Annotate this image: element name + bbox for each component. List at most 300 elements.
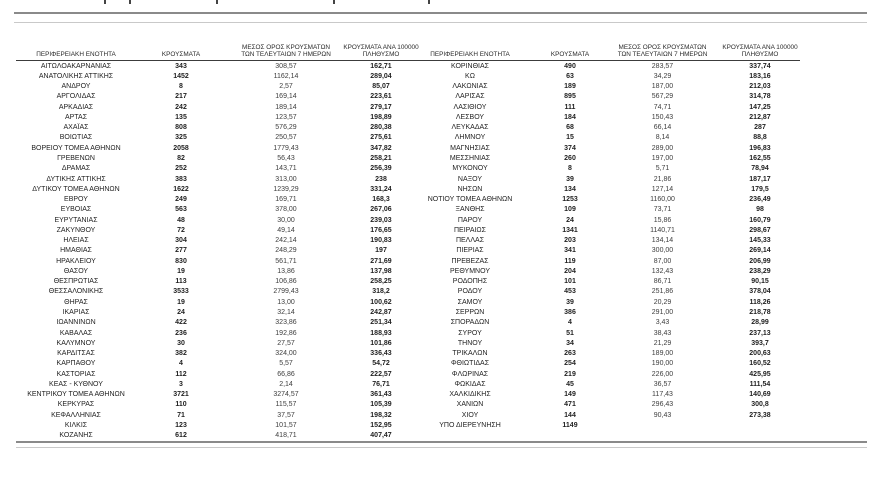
cases-value: 341 — [564, 247, 576, 255]
header-avg7-line1: ΜΕΣΟΣ ΟΡΟΣ ΚΡΟΥΣΜΑΤΩΝ — [618, 43, 707, 51]
region-name: ΧΙΟΥ — [461, 411, 479, 419]
avg7-value: 86,71 — [653, 278, 672, 286]
avg7-value: 3274,57 — [273, 391, 299, 399]
cases-value: 63 — [566, 72, 574, 80]
per100k-value: 222,57 — [370, 370, 392, 378]
avg7-value: 66,86 — [277, 370, 295, 378]
region-name: ΙΩΑΝΝΙΝΩΝ — [56, 319, 96, 327]
cases-value: 39 — [566, 298, 574, 306]
cases-value: 45 — [566, 380, 574, 388]
per100k-value: 318,2 — [372, 288, 390, 296]
table-body — [405, 61, 800, 431]
region-name: ΛΗΜΝΟΥ — [454, 134, 486, 142]
region-name: ΠΕΙΡΑΙΩΣ — [454, 226, 486, 234]
cases-value: 19 — [177, 267, 185, 275]
per100k-value: 280,38 — [370, 124, 392, 132]
cases-value: 71 — [177, 411, 185, 419]
avg7-value: 1239,29 — [273, 185, 299, 193]
avg7-value: 49,14 — [277, 226, 295, 234]
cases-value: 48 — [177, 216, 185, 224]
cases-value: 895 — [564, 93, 576, 101]
per100k-value: 28,99 — [751, 319, 769, 327]
avg7-value: 1140,71 — [650, 226, 675, 234]
cases-value: 236 — [175, 329, 187, 337]
per100k-value: 198,32 — [370, 411, 392, 419]
region-name: ΔΥΤΙΚΗΣ ΑΤΤΙΚΗΣ — [46, 175, 106, 183]
cases-value: 254 — [564, 360, 576, 368]
avg7-value: 21,29 — [653, 339, 672, 347]
avg7-value: 101,57 — [275, 421, 297, 429]
per100k-value: 407,47 — [370, 432, 392, 440]
header-cases-label: ΚΡΟΥΣΜΑΤΑ — [550, 51, 590, 59]
cases-value: 263 — [564, 350, 576, 358]
header-region-label: ΠΕΡΙΦΕΡΕΙΑΚΗ ΕΝΟΤΗΤΑ — [36, 51, 116, 59]
cases-value: 490 — [564, 62, 576, 70]
regional-cases-table-left — [16, 38, 419, 441]
region-name: ΛΕΥΚΑΔΑΣ — [451, 124, 489, 132]
region-name: ΕΒΡΟΥ — [64, 196, 88, 204]
cases-value: 68 — [566, 124, 574, 132]
cases-value: 34 — [566, 339, 574, 347]
avg7-value: 289,00 — [651, 144, 674, 152]
per100k-value: 100,62 — [370, 298, 392, 306]
avg7-value: 27,57 — [277, 339, 295, 347]
region-name: ΠΡΕΒΕΖΑΣ — [451, 257, 489, 265]
per100k-value: 237,13 — [749, 329, 771, 337]
cases-value: 3721 — [173, 391, 189, 399]
region-name: ΑΡΓΟΛΙΔΑΣ — [56, 93, 96, 101]
header-region — [405, 51, 535, 60]
per100k-value: 236,49 — [749, 196, 771, 204]
region-name: ΚΑΡΠΑΘΟΥ — [56, 360, 96, 368]
region-name: ΣΑΜΟΥ — [457, 298, 483, 306]
header-per100k-line2: ΠΛΗΘΥΣΜΟ — [741, 51, 779, 59]
region-name: ΚΙΛΚΙΣ — [64, 421, 88, 429]
avg7-value: 242,14 — [275, 237, 297, 245]
cases-value: 109 — [564, 206, 576, 214]
per100k-value: 196,83 — [749, 144, 771, 152]
region-name: ΘΗΡΑΣ — [64, 298, 88, 306]
header-per100k-line1: ΚΡΟΥΣΜΑΤΑ ΑΝΑ 100000 — [722, 43, 798, 51]
avg7-value: 13,86 — [277, 267, 295, 275]
region-name: ΚΕΑΣ - ΚΥΘΝΟΥ — [49, 380, 103, 388]
per100k-value: 238,29 — [749, 267, 771, 275]
region-name: ΥΠΟ ΔΙΕΡΕΥΝΗΣΗ — [439, 421, 501, 429]
region-name: ΚΑΡΔΙΤΣΑΣ — [57, 350, 95, 358]
region-name: ΤΡΙΚΑΛΩΝ — [452, 350, 488, 358]
avg7-value: 90,43 — [653, 411, 672, 419]
region-name: ΑΡΚΑΔΙΑΣ — [58, 103, 94, 111]
avg7-value: 5,71 — [655, 165, 670, 173]
cases-value: 260 — [564, 155, 576, 163]
cases-value: 1149 — [562, 421, 578, 429]
region-name: ΞΑΝΘΗΣ — [455, 206, 485, 214]
region-name: ΚΑΣΤΟΡΙΑΣ — [56, 370, 96, 378]
clipped-text-fragment — [333, 0, 335, 4]
avg7-value: 3,43 — [655, 319, 670, 327]
per100k-value: 168,3 — [372, 196, 390, 204]
cases-value: 1341 — [562, 226, 578, 234]
avg7-value: 115,57 — [275, 401, 297, 409]
region-name: ΑΙΤΩΛΟΑΚΑΡΝΑΝΙΑΣ — [40, 62, 112, 70]
avg7-value: 32,14 — [277, 309, 295, 316]
regional-cases-table-right — [405, 38, 800, 431]
per100k-value: 258,25 — [370, 278, 392, 286]
per100k-value: 111,54 — [749, 380, 771, 388]
avg7-value: 291,00 — [651, 309, 674, 316]
avg7-value: 127,14 — [651, 185, 674, 193]
avg7-value: 132,43 — [651, 267, 674, 275]
avg7-value: 226,00 — [651, 370, 674, 378]
table-body — [16, 61, 416, 441]
avg7-value: 296,43 — [651, 401, 674, 409]
avg7-value: 87,00 — [653, 257, 672, 265]
table-header — [16, 38, 419, 61]
per100k-value: 271,69 — [370, 257, 392, 265]
region-name: ΗΡΑΚΛΕΙΟΥ — [56, 257, 96, 265]
cases-value: 15 — [566, 134, 574, 142]
cases-value: 383 — [175, 175, 187, 183]
per100k-value: 183,16 — [749, 72, 771, 80]
cases-value: 242 — [175, 103, 187, 111]
per100k-value: 179,5 — [751, 185, 769, 193]
per100k-value: 98 — [756, 206, 764, 214]
cases-value: 3533 — [173, 288, 189, 296]
cases-value: 249 — [175, 196, 187, 204]
per100k-value: 289,04 — [370, 72, 392, 80]
cases-value: 325 — [175, 134, 187, 142]
per100k-value: 90,15 — [751, 278, 769, 286]
region-name: ΣΠΟΡΑΔΩΝ — [450, 319, 490, 327]
avg7-value: 251,86 — [651, 288, 674, 296]
region-name: ΘΑΣΟΥ — [63, 267, 89, 275]
per100k-value: 140,69 — [749, 391, 771, 399]
region-name: ΚΟΡΙΝΘΙΑΣ — [451, 62, 489, 70]
per100k-value: 176,65 — [370, 226, 392, 234]
cases-value: 110 — [175, 401, 187, 409]
avg7-value: 13,00 — [277, 298, 295, 306]
region-name: ΧΑΝΙΩΝ — [456, 401, 484, 409]
per100k-value: 162,71 — [370, 62, 392, 70]
per100k-value: 300,8 — [751, 401, 769, 409]
per100k-value: 256,39 — [370, 165, 392, 173]
per100k-value: 331,24 — [370, 185, 392, 193]
region-name: ΛΕΣΒΟΥ — [455, 113, 485, 121]
avg7-value: 143,71 — [275, 165, 297, 173]
per100k-value: 187,17 — [749, 175, 771, 183]
region-name: ΤΗΝΟΥ — [457, 339, 483, 347]
avg7-value: 2799,43 — [273, 288, 299, 296]
avg7-value: 418,71 — [275, 432, 297, 440]
region-name: ΚΕΦΑΛΛΗΝΙΑΣ — [51, 411, 101, 419]
per100k-value: 239,03 — [370, 216, 392, 224]
per100k-value: 393,7 — [751, 339, 769, 347]
header-per100k-line2: ΠΛΗΘΥΣΜΟ — [362, 51, 400, 59]
avg7-value: 300,00 — [651, 247, 674, 255]
clipped-text-fragment — [428, 0, 430, 4]
avg7-value: 576,29 — [275, 124, 297, 132]
per100k-value: 425,95 — [749, 370, 771, 378]
cases-value: 453 — [564, 288, 576, 296]
region-name: ΝΗΣΩΝ — [457, 185, 483, 193]
per100k-value: 78,94 — [751, 165, 769, 173]
cases-value: 422 — [175, 319, 187, 327]
avg7-value: 150,43 — [651, 113, 674, 121]
header-per100k — [720, 44, 800, 60]
region-name: ΕΥΡΥΤΑΝΙΑΣ — [54, 216, 98, 224]
per100k-value: 206,99 — [749, 257, 771, 265]
header-cases — [136, 51, 226, 60]
avg7-value: 324,00 — [275, 350, 297, 358]
region-name: ΖΑΚΥΝΘΟΥ — [56, 226, 96, 234]
region-name: ΧΑΛΚΙΔΙΚΗΣ — [449, 391, 491, 399]
cases-value: 112 — [175, 370, 187, 378]
cases-value: 101 — [564, 278, 576, 286]
region-name: ΝΑΞΟΥ — [457, 175, 483, 183]
header-region — [16, 51, 136, 60]
avg7-value: 567,29 — [651, 93, 674, 101]
region-name: ΒΟΡΕΙΟΥ ΤΟΜΕΑ ΑΘΗΝΩΝ — [31, 144, 121, 152]
region-name: ΜΥΚΟΝΟΥ — [452, 165, 488, 173]
per100k-value: 223,61 — [370, 93, 392, 101]
avg7-value: 2,14 — [279, 380, 293, 388]
avg7-value: 1779,43 — [273, 144, 299, 152]
top-rule-secondary — [14, 22, 867, 23]
top-rule — [14, 12, 867, 14]
avg7-value: 66,14 — [653, 124, 672, 132]
header-avg7-line2: ΤΩΝ ΤΕΛΕΥΤΑΙΩΝ 7 ΗΜΕΡΩΝ — [241, 51, 331, 59]
cases-value: 72 — [177, 226, 185, 234]
per100k-value: 54,72 — [372, 360, 390, 368]
avg7-value: 189,14 — [275, 103, 297, 111]
per100k-value: 137,98 — [370, 267, 392, 275]
per100k-value: 242,87 — [370, 309, 392, 316]
region-name: ΚΩ — [465, 72, 475, 80]
header-avg7 — [605, 44, 720, 60]
region-name: ΙΚΑΡΙΑΣ — [62, 309, 90, 316]
avg7-value: 34,29 — [653, 72, 672, 80]
cases-value: 1452 — [173, 72, 189, 80]
clipped-text-fragment — [129, 0, 131, 4]
cases-value: 123 — [175, 421, 187, 429]
cases-value: 4 — [568, 319, 572, 327]
per100k-value: 212,87 — [749, 113, 771, 121]
cases-value: 217 — [175, 93, 187, 101]
per100k-value: 251,34 — [370, 319, 392, 327]
avg7-value: 323,86 — [275, 319, 297, 327]
cases-value: 1253 — [562, 196, 578, 204]
avg7-value: 117,43 — [652, 391, 673, 399]
cases-value: 184 — [564, 113, 576, 121]
cases-value: 203 — [564, 237, 576, 245]
cases-value: 149 — [564, 391, 576, 399]
region-name: ΠΕΛΛΑΣ — [455, 237, 485, 245]
per100k-value: 152,95 — [370, 421, 392, 429]
region-name: ΠΙΕΡΙΑΣ — [456, 247, 484, 255]
per100k-value: 337,74 — [749, 62, 771, 70]
per100k-value: 336,43 — [370, 350, 392, 358]
region-name: ΛΑΣΙΘΙΟΥ — [453, 103, 487, 111]
avg7-value: 134,14 — [651, 237, 674, 245]
region-name: ΑΧΑΪΑΣ — [63, 124, 89, 132]
cases-value: 252 — [175, 165, 187, 173]
header-cases-label: ΚΡΟΥΣΜΑΤΑ — [161, 51, 201, 59]
avg7-value: 169,71 — [275, 196, 297, 204]
avg7-value: 1160,00 — [650, 196, 675, 204]
header-avg7-line1: ΜΕΣΟΣ ΟΡΟΣ ΚΡΟΥΣΜΑΤΩΝ — [242, 43, 330, 51]
avg7-value: 250,57 — [275, 134, 297, 142]
region-name: ΦΘΙΩΤΙΔΑΣ — [450, 360, 490, 368]
avg7-value: 20,29 — [653, 298, 672, 306]
avg7-value: 378,00 — [275, 206, 297, 214]
cases-value: 830 — [175, 257, 187, 265]
region-name: ΚΕΡΚΥΡΑΣ — [57, 401, 95, 409]
region-name: ΣΥΡΟΥ — [458, 329, 482, 337]
region-name: ΦΩΚΙΔΑΣ — [454, 380, 486, 388]
region-name: ΠΑΡΟΥ — [457, 216, 483, 224]
region-name: ΘΕΣΣΑΛΟΝΙΚΗΣ — [48, 288, 104, 296]
avg7-value: 36,57 — [653, 380, 672, 388]
header-cases — [535, 51, 605, 60]
region-name: ΡΕΘΥΜΝΟΥ — [449, 267, 490, 275]
cases-value: 135 — [175, 113, 187, 121]
region-name: ΚΕΝΤΡΙΚΟΥ ΤΟΜΕΑ ΑΘΗΝΩΝ — [27, 391, 125, 399]
cases-value: 808 — [175, 124, 187, 132]
cases-value: 219 — [564, 370, 576, 378]
per100k-value: 347,82 — [370, 144, 392, 152]
region-name: ΚΑΛΥΜΝΟΥ — [56, 339, 96, 347]
per100k-value: 279,17 — [370, 103, 392, 111]
cases-value: 2058 — [173, 144, 189, 152]
region-name: ΕΥΒΟΙΑΣ — [60, 206, 92, 214]
per100k-value: 258,21 — [370, 155, 392, 163]
cases-value: 82 — [177, 155, 185, 163]
cases-value: 563 — [175, 206, 187, 214]
region-name: ΛΑΚΩΝΙΑΣ — [452, 83, 488, 91]
clipped-text-fragment — [216, 0, 218, 4]
avg7-value: 283,57 — [651, 62, 674, 70]
per100k-value: 269,14 — [749, 247, 771, 255]
per100k-value: 190,83 — [370, 237, 392, 245]
region-name: ΔΥΤΙΚΟΥ ΤΟΜΕΑ ΑΘΗΝΩΝ — [32, 185, 120, 193]
avg7-value: 169,14 — [275, 93, 297, 101]
per100k-value: 218,78 — [749, 309, 771, 316]
avg7-value: 38,43 — [653, 329, 672, 337]
region-name: ΡΟΔΟΠΗΣ — [452, 278, 488, 286]
avg7-value: 73,71 — [653, 206, 672, 214]
avg7-value: 1162,14 — [273, 72, 299, 80]
cases-value: 612 — [175, 432, 187, 440]
avg7-value: 313,00 — [275, 175, 297, 183]
cases-value: 204 — [564, 267, 576, 275]
per100k-value: 378,04 — [749, 288, 771, 296]
region-name: ΛΑΡΙΣΑΣ — [455, 93, 485, 101]
cases-value: 374 — [564, 144, 576, 152]
per100k-value: 273,38 — [749, 411, 771, 419]
avg7-value: 189,00 — [651, 350, 674, 358]
avg7-value: 15,86 — [653, 216, 672, 224]
avg7-value: 187,00 — [651, 83, 674, 91]
region-name: ΑΝΑΤΟΛΙΚΗΣ ΑΤΤΙΚΗΣ — [38, 72, 114, 80]
per100k-value: 188,93 — [370, 329, 392, 337]
per100k-value: 147,25 — [749, 103, 771, 111]
per100k-value: 145,33 — [749, 237, 771, 245]
cases-value: 4 — [179, 360, 183, 368]
cases-value: 343 — [175, 62, 187, 70]
cases-value: 3 — [179, 380, 183, 388]
cases-value: 19 — [177, 298, 185, 306]
region-name: ΚΑΒΑΛΑΣ — [59, 329, 93, 337]
region-name: ΑΡΤΑΣ — [64, 113, 88, 121]
cases-value: 189 — [564, 83, 576, 91]
per100k-value: 200,63 — [749, 350, 771, 358]
region-name: ΜΑΓΝΗΣΙΑΣ — [450, 144, 490, 152]
cases-value: 51 — [566, 329, 574, 337]
avg7-value: 2,57 — [279, 83, 293, 91]
per100k-value: 197 — [375, 247, 387, 255]
avg7-value: 190,00 — [651, 360, 674, 368]
region-name: ΚΟΖΑΝΗΣ — [59, 432, 93, 440]
region-name: ΝΟΤΙΟΥ ΤΟΜΕΑ ΑΘΗΝΩΝ — [427, 196, 513, 204]
region-name: ΘΕΣΠΡΩΤΙΑΣ — [53, 278, 99, 286]
region-name: ΜΕΣΣΗΝΙΑΣ — [449, 155, 491, 163]
per100k-value: 105,39 — [370, 401, 392, 409]
region-name: ΑΝΔΡΟΥ — [61, 83, 91, 91]
per100k-value: 76,71 — [372, 380, 390, 388]
avg7-value: 56,43 — [277, 155, 295, 163]
cases-value: 39 — [566, 175, 574, 183]
avg7-value: 308,57 — [275, 62, 297, 70]
table-header — [405, 38, 800, 61]
cases-value: 8 — [179, 83, 183, 91]
cases-value: 24 — [177, 309, 185, 316]
per100k-value: 267,06 — [370, 206, 392, 214]
per100k-value: 287 — [754, 124, 766, 132]
region-name: ΓΡΕΒΕΝΩΝ — [57, 155, 95, 163]
per100k-value: 160,79 — [749, 216, 771, 224]
region-name: ΗΛΕΙΑΣ — [63, 237, 89, 245]
per100k-value: 85,07 — [372, 83, 390, 91]
avg7-value: 30,00 — [277, 216, 295, 224]
header-per100k-line1: ΚΡΟΥΣΜΑΤΑ ΑΝΑ 100000 — [343, 43, 419, 51]
per100k-value: 160,52 — [749, 360, 771, 368]
avg7-value — [605, 420, 720, 430]
per100k-value: 118,26 — [749, 298, 771, 306]
cases-value: 134 — [564, 185, 576, 193]
header-region-label: ΠΕΡΙΦΕΡΕΙΑΚΗ ΕΝΟΤΗΤΑ — [430, 51, 510, 59]
per100k-value: 162,55 — [749, 155, 771, 163]
avg7-value: 8,14 — [655, 134, 670, 142]
cases-value: 24 — [566, 216, 574, 224]
region-name: ΣΕΡΡΩΝ — [455, 309, 485, 316]
cases-value: 304 — [175, 237, 187, 245]
per100k-value: 198,89 — [370, 113, 392, 121]
region-name: ΡΟΔΟΥ — [457, 288, 483, 296]
per100k-value: 314,78 — [749, 93, 771, 101]
cases-value: 471 — [564, 401, 576, 409]
cases-value: 111 — [564, 103, 576, 111]
clipped-text-fragment — [104, 0, 106, 4]
cases-value: 8 — [568, 165, 572, 173]
region-name: ΗΜΑΘΙΑΣ — [60, 247, 92, 255]
avg7-value: 197,00 — [651, 155, 674, 163]
cases-value: 30 — [177, 339, 185, 347]
region-name: ΔΡΑΜΑΣ — [61, 165, 91, 173]
avg7-value: 561,71 — [275, 257, 297, 265]
avg7-value: 21,86 — [653, 175, 672, 183]
cases-value: 144 — [564, 411, 576, 419]
bottom-rule-secondary — [16, 447, 867, 448]
